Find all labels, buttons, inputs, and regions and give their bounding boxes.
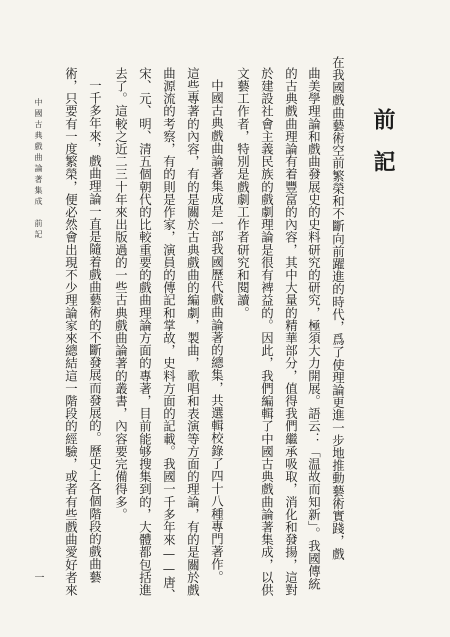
body-line-2: 曲美學理論和戲曲發展史的史料研究的研究，極須大力開展。語云：「温故而知新」。我國傳統 bbox=[306, 67, 322, 590]
body-line-4: 於建設社會主義民族的戲劇理論是很有裨益的。因此，我們編輯了中國古典戲曲論著集成，以供 bbox=[259, 67, 275, 597]
body-line-10: 去了。這較之近二三十年來出版過的一些古典戲曲論著的叢書，內容要完備得多。 bbox=[113, 67, 129, 521]
body-line-6: 中國古典戲曲論著集成是一部我國歷代戲曲論著的總集，共選輯校錄了四十八種專門著作。 bbox=[209, 79, 225, 583]
body-line-12: 術，只要有一度繁榮，便必然會出現不少理論家來總結這一階段的經驗，或者有些戲曲愛好者來 bbox=[63, 67, 79, 597]
body-line-7: 這些專著的內容，有的是關於古典戲曲的編劇，製曲，歌唱和表演等方面的理論，有的是關於戲 bbox=[185, 67, 201, 597]
body-line-9: 宋、元、明、清五個朝代的比較重要的戲曲理論方面的專著，目前能够搜集到的，大體都包括進 bbox=[137, 67, 153, 597]
body-line-11: 一千多年來，戲曲理論一直是隨着戲曲藝術的不斷發展而發展的。歷史上各個階段的戲曲藝 bbox=[87, 79, 103, 583]
running-header: 中國古典戲曲論著集成 前記 bbox=[34, 98, 43, 241]
body-line-8: 曲源流的考察，有的則是作家，演員的傳記和掌故，史料方面的記載。我國一千多年來——唐、 bbox=[161, 67, 177, 602]
body-line-5: 文藝工作者，特別是戲劇工作者研究和閱讀。 bbox=[235, 67, 251, 319]
page-number: 一 bbox=[32, 572, 43, 582]
page-title: 前記 bbox=[370, 108, 396, 192]
body-line-3: 的古典戲曲理論有着豐富的內容，其中大量的精華部分，值得我們繼承吸取，消化和發揚，這對 bbox=[283, 67, 299, 597]
body-line-1: 在我國戲曲藝術空前繁榮和不斷向前躍進的時代，爲了使理論更進一步地推動藝術實踐，戲 bbox=[330, 56, 346, 560]
